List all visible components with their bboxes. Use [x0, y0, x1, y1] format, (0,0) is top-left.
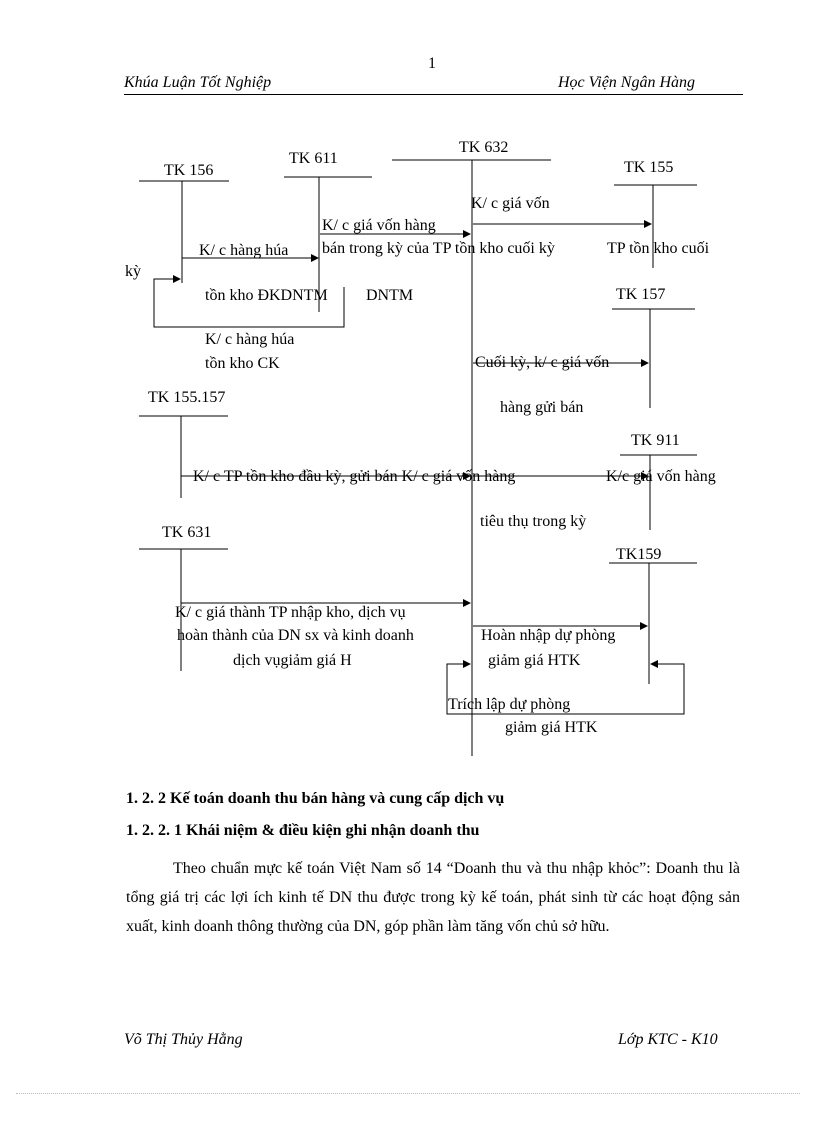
trich-lap-line-2: giảm giá HTK	[505, 719, 598, 736]
tk632-label: TK 632	[459, 139, 509, 156]
hang-gui-ban-label: hàng gửi bán	[500, 399, 584, 416]
kc-gia-von-hang-911-label: K/c giá vốn hàng	[606, 468, 716, 485]
kc-gia-thanh-line-2: hoàn thành của DN sx và kinh doanh	[177, 627, 414, 644]
kc-hang-hoa-ck-label: K/ c hàng húa	[205, 331, 295, 348]
kc-gia-von-label: K/ c giá vốn	[471, 195, 550, 212]
tk631-label: TK 631	[162, 524, 212, 541]
tp-ton-kho-cuoi-label: TP tồn kho cuối	[607, 240, 710, 257]
kc-gia-von-hang-label: K/ c giá vốn hàng	[322, 217, 436, 234]
tieu-thu-trong-ky-label: tiêu thụ trong kỳ	[480, 513, 587, 530]
tk911-label: TK 911	[631, 432, 680, 449]
cuoi-ky-kc-label: Cuối kỳ, k/ c giá vốn	[475, 354, 610, 371]
footer-author: Võ Thị Thủy Hằng	[124, 1031, 243, 1048]
trich-lap-line-1: Trích lập dự phòng	[448, 696, 571, 713]
tk611-label: TK 611	[289, 150, 338, 167]
hoan-nhap-line-2: giảm giá HTK	[488, 652, 581, 669]
body-paragraph: Theo chuẩn mực kế toán Việt Nam số 14 “Doanh thu và thu nhập khỏc”: Doanh thu là tổng giá trị các lợi ích kinh tế DN thu được trong kỳ kế toán, phát sinh từ các hoạt động sản xuất, kinh doanh thông thường của DN, góp phần làm tăng vốn chủ sở hữu.	[126, 860, 740, 935]
page-bottom-divider	[16, 1093, 800, 1094]
header-institution: Học Viện Ngân Hàng	[558, 74, 696, 91]
ton-kho-ck-label: tồn kho CK	[205, 355, 280, 372]
page-number: 1	[428, 55, 436, 72]
loop-tk159-to-tk632	[447, 664, 470, 686]
kc-hang-hoa-dk-label: K/ c hàng húa	[199, 242, 289, 259]
dntm-label: DNTM	[366, 287, 414, 304]
ban-trong-ky-label: bán trong kỳ của TP tồn kho cuối kỳ	[322, 240, 555, 257]
hoan-nhap-line-1: Hoàn nhập dự phòng	[481, 627, 616, 644]
kc-tp-ton-kho-dau-label: K/ c TP tồn kho đầu kỳ, gửi bán K/ c giá vốn hàng	[193, 468, 516, 485]
section-heading-revenue: 1. 2. 2 Kế toán doanh thu bán hàng và cung cấp dịch vụ	[126, 790, 505, 807]
subsection-heading-concept: 1. 2. 2. 1 Khái niệm & điều kiện ghi nhận doanh thu	[126, 822, 480, 839]
footer-class: Lớp KTC - K10	[618, 1031, 718, 1048]
kc-gia-thanh-line-1: K/ c giá thành TP nhập kho, dịch vụ	[175, 604, 406, 621]
tk155157-label: TK 155.157	[148, 389, 226, 406]
tk159-label: TK159	[616, 546, 662, 563]
header-thesis-title: Khúa Luận Tốt Nghiệp	[124, 74, 272, 91]
tk156-label: TK 156	[164, 162, 214, 179]
tk155-label: TK 155	[624, 159, 674, 176]
tk157-label: TK 157	[616, 286, 666, 303]
ton-kho-dk-label: tồn kho ĐKDNTM	[205, 287, 328, 304]
ky-label: kỳ	[125, 263, 141, 280]
kc-gia-thanh-line-3: dịch vụgiảm giá H	[233, 652, 352, 669]
